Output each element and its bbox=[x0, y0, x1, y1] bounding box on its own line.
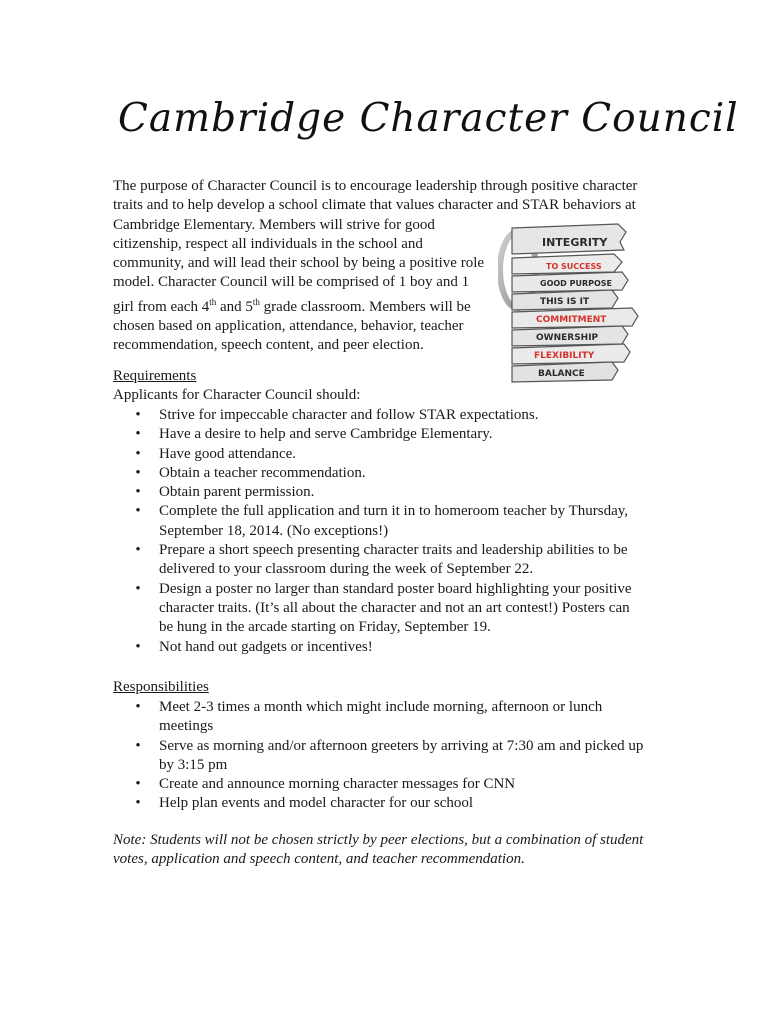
key-word: COMMITMENT bbox=[536, 315, 607, 325]
bullet-icon: • bbox=[135, 503, 141, 520]
intro-line: community, and will lead their school by being a positive role bbox=[113, 255, 485, 272]
intro-line: citizenship, respect all individuals in the school and bbox=[113, 235, 423, 252]
list-item bbox=[113, 541, 658, 580]
bullet-icon: • bbox=[135, 776, 141, 793]
note-line: Note: Students will not be chosen strictly by peer elections, but a combination of student bbox=[113, 832, 644, 848]
list-item-text: Serve as morning and/or afternoon greeters by arriving at 7:30 am and picked up bbox=[159, 737, 644, 754]
superscript-th: th bbox=[252, 296, 260, 307]
list-item-text: Have good attendance. bbox=[159, 445, 297, 462]
intro-line: recommendation, speech content, and peer election. bbox=[113, 337, 424, 354]
bullet-icon: • bbox=[135, 795, 141, 812]
list-item bbox=[113, 483, 658, 502]
list-item-text: Have a desire to help and serve Cambridge Elementary. bbox=[159, 426, 493, 443]
list-item-text: character traits. (It’s all about the character and not an art contest!) Posters can bbox=[159, 599, 630, 616]
intro-line: chosen based on application, attendance, behavior, teacher bbox=[113, 318, 464, 335]
list-item bbox=[113, 775, 658, 794]
list-item-text: Design a poster no larger than standard poster board highlighting your positive bbox=[159, 580, 632, 597]
list-item bbox=[113, 580, 658, 638]
list-item-text: Not hand out gadgets or incentives! bbox=[159, 638, 373, 655]
bullet-icon: • bbox=[135, 426, 141, 443]
key-word: INTEGRITY bbox=[542, 236, 608, 249]
intro-line: The purpose of Character Council is to encourage leadership through positive character bbox=[113, 178, 638, 194]
bullet-icon: • bbox=[135, 638, 141, 655]
intro-text: and 5 bbox=[216, 298, 253, 315]
list-item-text: Meet 2-3 times a month which might include morning, afternoon or lunch bbox=[159, 699, 603, 715]
bullet-icon: • bbox=[135, 407, 141, 423]
note-paragraph bbox=[113, 831, 673, 870]
list-item-text: September 18, 2014. (No exceptions!) bbox=[159, 522, 389, 539]
list-item-text: Complete the full application and turn it in to homeroom teacher by Thursday, bbox=[159, 503, 629, 520]
bullet-icon: • bbox=[135, 542, 141, 559]
list-item bbox=[113, 425, 658, 444]
key-word: TO SUCCESS bbox=[546, 262, 602, 271]
list-item-text: meetings bbox=[159, 718, 214, 735]
key-word: THIS IS IT bbox=[540, 297, 590, 307]
list-item-text: Strive for impeccable character and follow STAR expectations. bbox=[159, 407, 539, 423]
responsibilities-heading: Responsibilities bbox=[113, 679, 209, 695]
list-item-text: by 3:15 pm bbox=[159, 756, 228, 773]
requirements-heading: Requirements bbox=[113, 368, 197, 384]
note-line: votes, application and speech content, and teacher recommendation. bbox=[113, 851, 525, 868]
list-item-text: be hung in the arcade starting on Friday, September 19. bbox=[159, 619, 491, 636]
intro-line: Cambridge Elementary. Members will strive for good bbox=[113, 216, 435, 233]
bullet-icon: • bbox=[135, 737, 141, 754]
list-item bbox=[113, 464, 658, 483]
intro-line: model. Character Council will be comprised of 1 boy and 1 bbox=[113, 274, 470, 291]
list-item-text: Obtain parent permission. bbox=[159, 484, 315, 501]
list-item bbox=[113, 698, 658, 737]
intro-text: girl from each 4 bbox=[113, 298, 210, 315]
page-title: Cambridge Character Council bbox=[118, 96, 739, 141]
responsibilities-list bbox=[113, 698, 658, 814]
superscript-th: th bbox=[209, 296, 217, 307]
list-item bbox=[113, 502, 658, 541]
bullet-icon: • bbox=[135, 464, 141, 481]
list-item-text: Help plan events and model character for our school bbox=[159, 795, 474, 812]
list-item bbox=[113, 406, 658, 425]
bullet-icon: • bbox=[135, 699, 141, 715]
requirements-subheading: Applicants for Character Council should: bbox=[113, 387, 361, 403]
key-word: FLEXIBILITY bbox=[534, 351, 595, 361]
list-item-text: Create and announce morning character messages for CNN bbox=[159, 776, 516, 793]
list-item-text: Obtain a teacher recommendation. bbox=[159, 464, 366, 481]
intro-text: grade classroom. Members will be bbox=[259, 298, 471, 315]
key-word: GOOD PURPOSE bbox=[540, 279, 613, 288]
bullet-icon: • bbox=[135, 580, 141, 597]
intro-line: traits and to help develop a school climate that values character and STAR behaviors at bbox=[113, 197, 636, 214]
list-item bbox=[113, 638, 658, 657]
bullet-icon: • bbox=[135, 445, 141, 462]
bullet-icon: • bbox=[135, 484, 141, 501]
list-item bbox=[113, 737, 658, 776]
requirements-list bbox=[113, 406, 658, 657]
key-word: OWNERSHIP bbox=[536, 333, 599, 343]
list-item-text: Prepare a short speech presenting character traits and leadership abilities to be bbox=[159, 542, 628, 559]
keys-illustration bbox=[498, 220, 640, 388]
list-item bbox=[113, 445, 658, 464]
key-word: BALANCE bbox=[538, 369, 585, 379]
list-item bbox=[113, 794, 658, 813]
list-item-text: delivered to your classroom during the week of September 22. bbox=[159, 561, 534, 578]
